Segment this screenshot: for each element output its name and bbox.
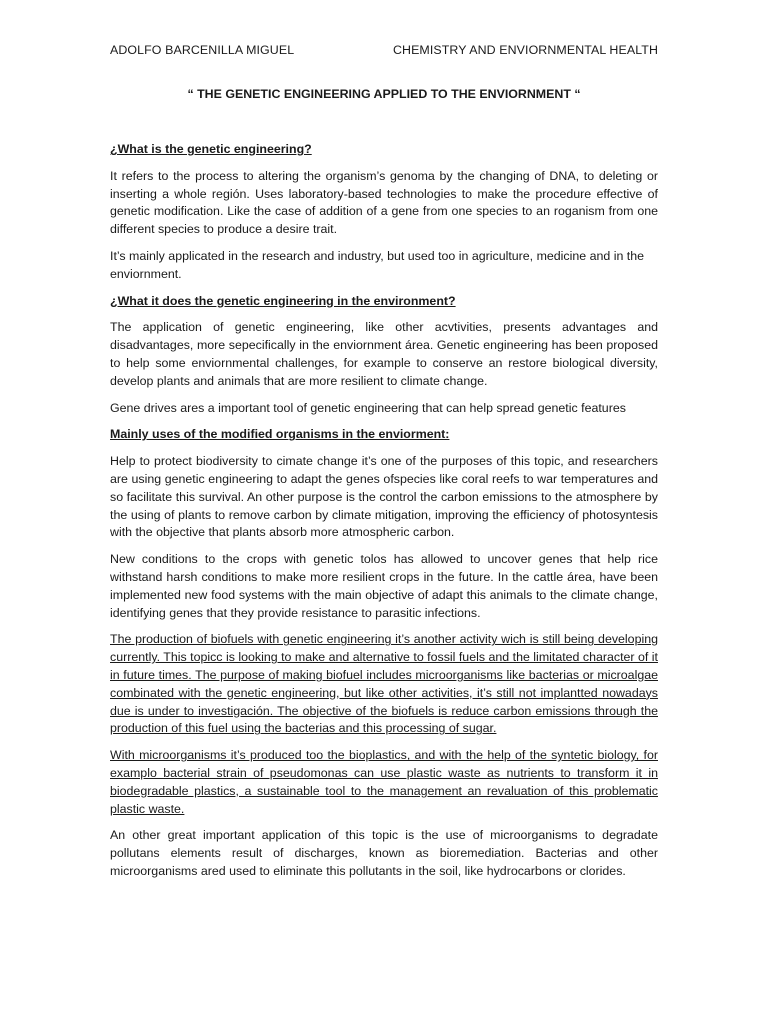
paragraph: It refers to the process to altering the organism’s genoma by the changing of DNA, to deleting or inserting a whole región. Uses laboratory-based technologies to make the procedure effective of genetic modification. Like the case of addition of a gene from one species to an roganism from one different species to produce a desire trait. xyxy=(110,168,658,237)
paragraph: An other great important application of this topic is the use of microorganisms to degradate pollutans elements result of discharges, known as bioremediation. Bacterias and other microorganisms ared used to eliminate this pollutants in the soil, like hydrocarbons or clorides. xyxy=(110,828,658,878)
paragraph: New conditions to the crops with genetic tolos has allowed to uncover genes that help rice withstand harsh conditions to make more resilient crops in the future. In the cattle área, have been implemented new food systems with the main objective of adapt this animals to the climate change, identifying genes that they provide resistance to parasitic infections. xyxy=(110,552,658,620)
section-heading-what-is: ¿What is the genetic engineering? xyxy=(110,142,312,156)
section-heading-environment: ¿What it does the genetic engineering in the environment? xyxy=(110,293,456,308)
paragraph-underlined: With microorganisms it’s produced too the bioplastics, and with the help of the syntetic biology, for examplo bacterial strain of pseudomonas can use plastic waste as nutrients to transform it in biodegradable plastics, a sustainable tool to the management an revaluation of this problematic plastic waste. xyxy=(110,748,658,816)
author-name: ADOLFO BARCENILLA MIGUEL xyxy=(110,43,295,57)
page-header xyxy=(110,43,658,57)
document-body xyxy=(110,141,658,890)
paragraph: It’s mainly applicated in the research and industry, but used too in agriculture, medicine and in the enviornment. xyxy=(110,248,645,281)
section-heading-uses: Mainly uses of the modified organisms in the enviorment: xyxy=(110,427,450,442)
paragraph: Gene drives ares a important tool of genetic engineering that can help spread genetic features xyxy=(110,400,626,415)
paragraph: The application of genetic engineering, like other acvtivities, presents advantages and disadvantages, more sepecifically in the enviornment área. Genetic engineering has been proposed to help some enviornmental challenges, for example to conserve an restore biological diversity, develop plants and animals that are more resilient to climate change. xyxy=(110,320,658,388)
document-title: “ THE GENETIC ENGINEERING APPLIED TO THE ENVIORNMENT “ xyxy=(187,87,581,101)
paragraph: Help to protect biodiversity to cimate change it’s one of the purposes of this topic, and researchers are using genetic engineering to adapt the genes ofspecies like coral reefs to war temperatures and so facilitate this survival. An other purpose is the control the carbon emissions to the atmosphere by the using of plants to remove carbon by climate mitigation, improving the efficiency of photosyntesis with the objective that plants absorb more atmospheric carbon. xyxy=(110,454,658,540)
course-name: CHEMISTRY AND ENVIORNMENTAL HEALTH xyxy=(392,43,658,57)
paragraph-underlined: The production of biofuels with genetic engineering it’s another activity wich is still being developing currently. This topicc is looking to make and alternative to fossil fuels and the limitated character of it in future times. The purpose of making biofuel includes microorganisms like bacterias or microalgae combinated with the genetic engineering, but like other activities, it’s still not implantted nowadays due is under to investigación. The objective of the biofuels is reduce carbon emissions through the production of this fuel using the bacterias and this processing of sugar. xyxy=(110,632,658,736)
